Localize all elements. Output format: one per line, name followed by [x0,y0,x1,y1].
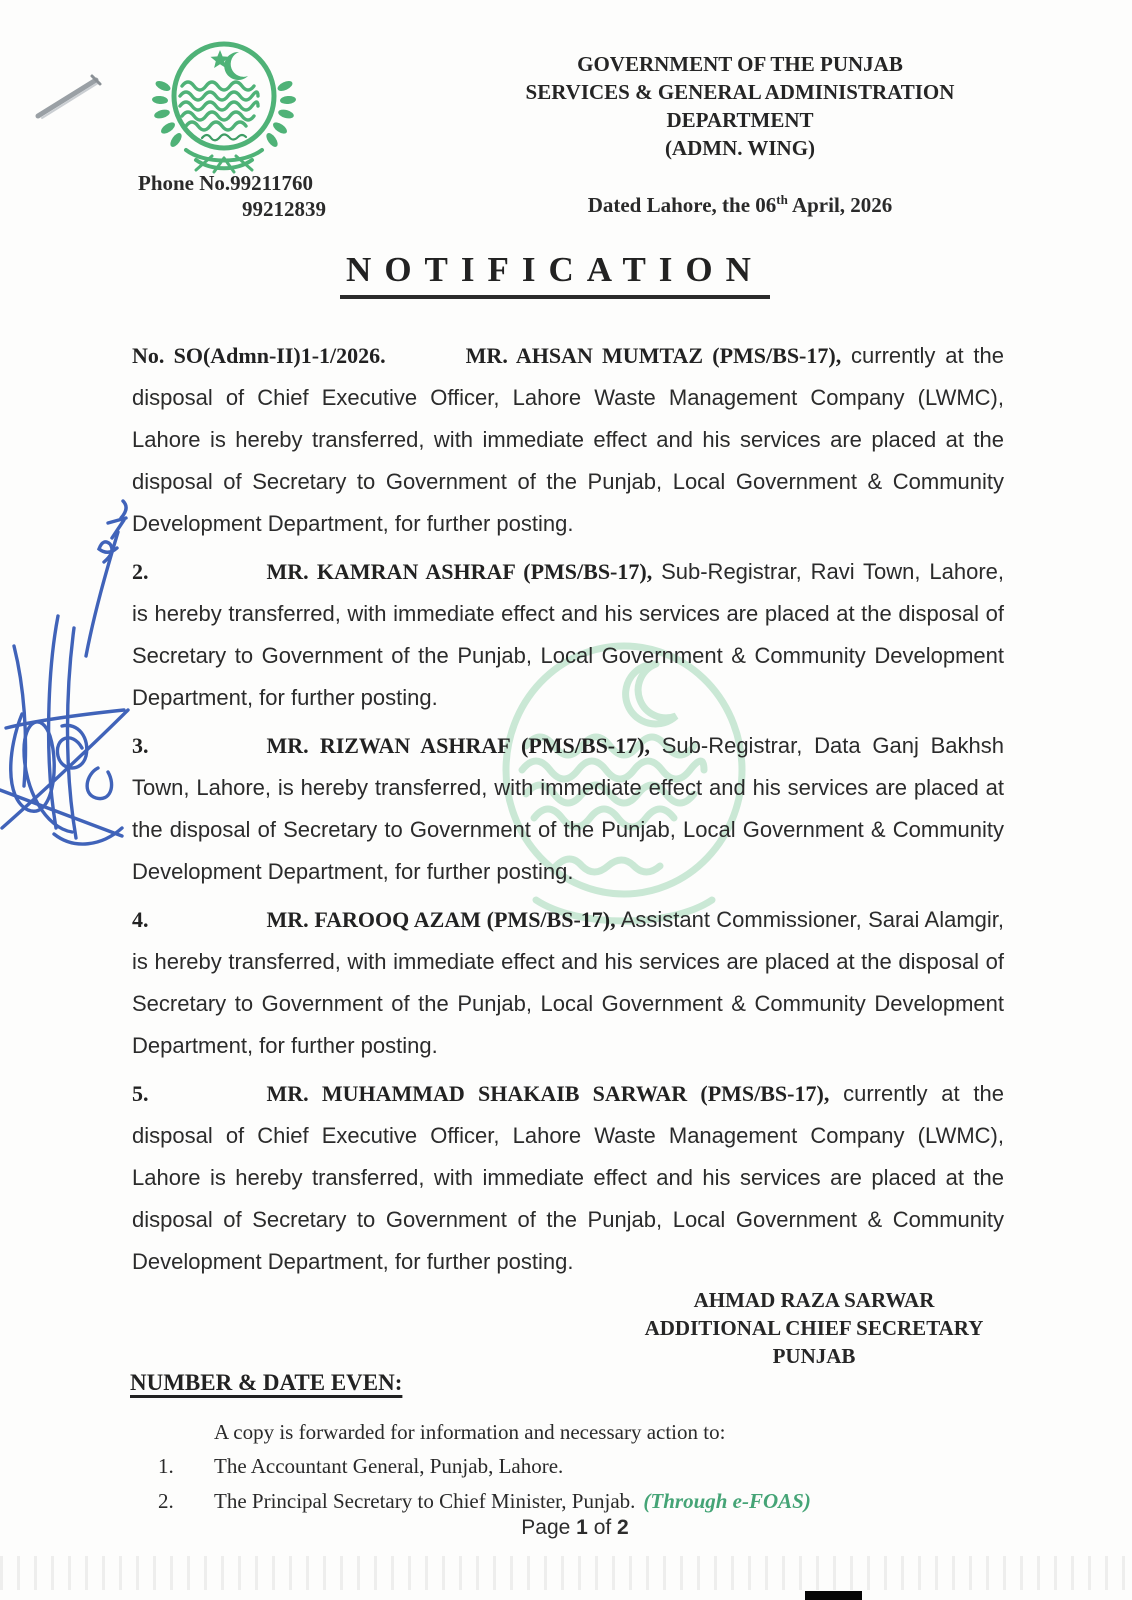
recipient-text: The Principal Secretary to Chief Minister, Punjab. [214,1489,636,1513]
notification-body [132,250,1005,1289]
header-line-4: (ADMN. WING) [664,136,816,160]
recipient-text: The Accountant General, Punjab, Lahore. [214,1454,564,1478]
header-line-2: SERVICES & GENERAL ADMINISTRATION [525,80,955,104]
efoas-note: (Through e-FOAS) [643,1489,811,1513]
scan-noise-strip [0,1556,1132,1590]
forwarding-line: A copy is forwarded for information and necessary action to: [214,1420,726,1444]
number-date-even-heading: NUMBER & DATE EVEN: [130,1370,403,1395]
paragraph-5: 5. MR. MUHAMMAD SHAKAIB SARWAR (PMS/BS-17), currently at the disposal of Chief Executive Officer, Lahore Waste Management Company (LWMC), Lahore is hereby transferred, with immediate effect and his services are placed at the disposal of Secretary to Government of the Punjab, Local Government & Community Development Department, for further posting. [132,1081,1004,1274]
date-superscript: th [776,192,788,207]
signatory-block [594,1286,1034,1370]
header-line-1: GOVERNMENT OF THE PUNJAB [577,52,903,76]
phone-block [138,170,338,222]
current-page: 1 [576,1516,588,1539]
recipient-number: 1. [158,1454,174,1478]
date-line: Dated Lahore, the 06th April, 2026 [587,192,893,217]
paragraph-4: 4. MR. FAROOQ AZAM (PMS/BS-17), Assistant Commissioner, Sarai Alamgir, is hereby transferred, with immediate effect and his services are placed at the disposal of Secretary to Government of the Punjab, Local Government & Community Development Department, for further posting. [132,907,1004,1058]
recipient-list [158,1454,1018,1524]
staple-mark [34,72,106,122]
signatory-name: AHMAD RAZA SARWAR [693,1288,935,1312]
phone-line1: Phone No.99211760 [138,171,314,195]
department-header [470,50,1010,162]
signatory-region: PUNJAB [772,1344,856,1368]
case-number: No. SO(Admn-II)1-1/2026. [132,343,386,368]
recipient-number: 2. [158,1489,174,1513]
punjab-crest-icon [146,40,302,178]
handwritten-signature [0,496,154,866]
notification-title: NOTIFICATION [0,250,1110,299]
paragraph-2: 2. MR. KAMRAN ASHRAF (PMS/BS-17), Sub-Registrar, Ravi Town, Lahore, is hereby transferred, with immediate effect and his services are placed at the disposal of Secretary to Government of the Punjab, Local Government & Community Development Department, for further posting. [132,559,1005,710]
phone-line2: 99212839 [242,197,326,221]
header-line-3: DEPARTMENT [666,108,814,132]
signatory-designation: ADDITIONAL CHIEF SECRETARY [644,1316,984,1340]
paragraph-1: No. SO(Admn-II)1-1/2026. MR. AHSAN MUMTAZ (PMS/BS-17), currently at the disposal of Chief Executive Officer, Lahore Waste Management Company (LWMC), Lahore is hereby transferred, with immediate effect and his services are placed at the disposal of Secretary to Government of the Punjab, Local Government & Community Development Department, for further posting. [132,343,1004,536]
total-pages: 2 [617,1516,629,1539]
page-number-footer: Page 1 of 2 [521,1516,629,1539]
recipient-row-2 [158,1489,1018,1514]
recipient-row-1 [158,1454,1018,1479]
paragraph-3: 3. MR. RIZWAN ASHRAF (PMS/BS-17), Sub-Registrar, Data Ganj Bakhsh Town, Lahore, is hereby transferred, with immediate effect and his services are placed at the disposal of Secretary to Government of the Punjab, Local Government & Community Development Department, for further posting. [132,733,1004,884]
scan-black-mark [805,1591,862,1600]
